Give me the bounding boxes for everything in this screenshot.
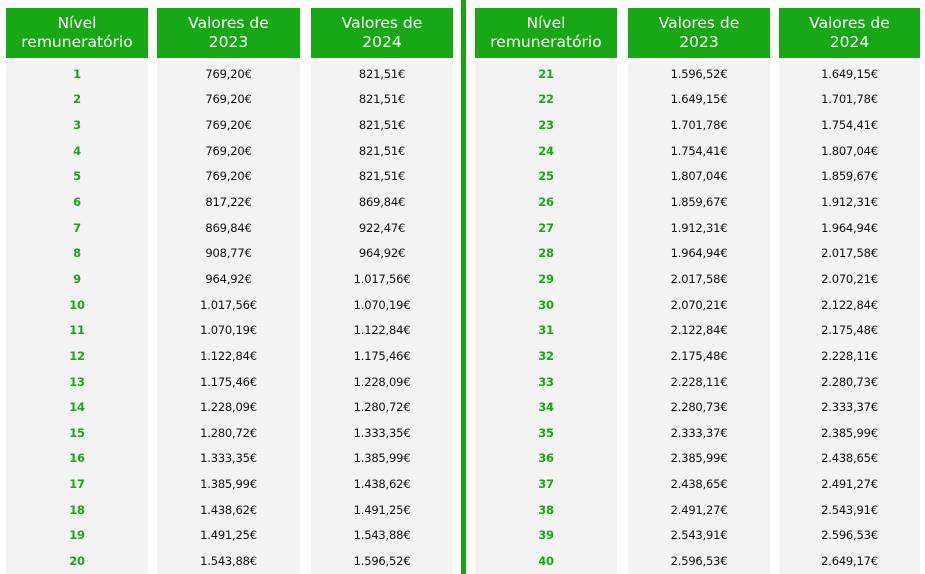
value-cell: 2.491,27€ <box>670 502 728 517</box>
header-2023: Valores de 2023 <box>157 8 300 58</box>
level-cell: 16 <box>69 451 85 466</box>
value-cell: 821,51€ <box>358 66 406 81</box>
column-body <box>6 61 148 574</box>
value-cell: 922,47€ <box>358 220 406 235</box>
level-cell: 21 <box>538 66 554 81</box>
value-cell: 1.964,94€ <box>821 220 878 235</box>
level-cell: 40 <box>538 553 554 568</box>
value-cell: 2.017,58€ <box>821 246 878 261</box>
value-cell: 2.228,11€ <box>670 374 728 389</box>
value-cell: 2.175,48€ <box>670 348 728 363</box>
level-cell: 37 <box>538 477 554 492</box>
level-cell: 32 <box>538 348 554 363</box>
value-cell: 821,51€ <box>358 92 406 107</box>
column-level <box>6 8 148 574</box>
level-cell: 7 <box>73 220 81 235</box>
header-level: Nível remuneratório <box>6 8 148 58</box>
level-cell: 5 <box>73 169 81 184</box>
level-cell: 36 <box>538 451 554 466</box>
level-cell: 24 <box>538 143 554 158</box>
header-2024: Valores de 2024 <box>779 8 920 58</box>
value-cell: 2.491,27€ <box>821 477 878 492</box>
value-cell: 1.596,52€ <box>670 66 728 81</box>
value-cell: 769,20€ <box>205 143 252 158</box>
value-cell: 2.280,73€ <box>670 400 728 415</box>
value-cell: 1.701,78€ <box>670 118 728 133</box>
level-cell: 15 <box>69 425 85 440</box>
value-cell: 2.122,84€ <box>821 297 878 312</box>
value-cell: 1.228,09€ <box>200 400 257 415</box>
level-cell: 2 <box>73 92 81 107</box>
value-cell: 2.385,99€ <box>821 425 878 440</box>
level-cell: 31 <box>538 323 554 338</box>
value-cell: 2.596,53€ <box>670 553 728 568</box>
value-cell: 1.912,31€ <box>670 220 728 235</box>
value-cell: 2.280,73€ <box>821 374 878 389</box>
value-cell: 1.543,88€ <box>200 553 257 568</box>
value-cell: 2.333,37€ <box>821 400 878 415</box>
value-cell: 869,84€ <box>358 195 406 210</box>
level-cell: 26 <box>538 195 554 210</box>
value-cell: 2.333,37€ <box>670 425 728 440</box>
value-cell: 1.754,41€ <box>821 118 878 133</box>
column-body <box>157 61 300 574</box>
level-cell: 30 <box>538 297 554 312</box>
level-cell: 1 <box>73 66 81 81</box>
level-cell: 12 <box>69 348 85 363</box>
value-cell: 1.491,25€ <box>353 502 411 517</box>
level-cell: 10 <box>69 297 85 312</box>
value-cell: 1.122,84€ <box>353 323 411 338</box>
value-cell: 1.175,46€ <box>200 374 257 389</box>
value-cell: 2.596,53€ <box>821 528 878 543</box>
level-cell: 18 <box>69 502 85 517</box>
level-cell: 17 <box>69 477 85 492</box>
value-cell: 1.017,56€ <box>200 297 257 312</box>
level-cell: 14 <box>69 400 85 415</box>
value-cell: 1.964,94€ <box>670 246 728 261</box>
level-cell: 19 <box>69 528 85 543</box>
value-cell: 769,20€ <box>205 118 252 133</box>
value-cell: 769,20€ <box>205 169 252 184</box>
column-2023 <box>628 8 770 574</box>
column-level <box>475 8 617 574</box>
value-cell: 821,51€ <box>358 118 406 133</box>
level-cell: 29 <box>538 271 554 286</box>
value-cell: 821,51€ <box>358 143 406 158</box>
panel-divider <box>461 0 466 574</box>
value-cell: 1.228,09€ <box>353 374 411 389</box>
value-cell: 1.807,04€ <box>670 169 728 184</box>
header-level: Nível remuneratório <box>475 8 617 58</box>
value-cell: 869,84€ <box>205 220 252 235</box>
level-cell: 22 <box>538 92 554 107</box>
value-cell: 2.122,84€ <box>670 323 728 338</box>
value-cell: 1.912,31€ <box>821 195 878 210</box>
value-cell: 1.543,88€ <box>353 528 411 543</box>
value-cell: 2.438,65€ <box>821 451 878 466</box>
level-cell: 13 <box>69 374 85 389</box>
value-cell: 1.701,78€ <box>821 92 878 107</box>
value-cell: 1.438,62€ <box>200 502 257 517</box>
value-cell: 769,20€ <box>205 92 252 107</box>
value-cell: 2.438,65€ <box>670 477 728 492</box>
value-cell: 908,77€ <box>205 246 252 261</box>
value-cell: 2.070,21€ <box>821 271 878 286</box>
value-cell: 817,22€ <box>205 195 252 210</box>
value-cell: 2.543,91€ <box>670 528 728 543</box>
value-cell: 1.649,15€ <box>821 66 878 81</box>
value-cell: 1.385,99€ <box>353 451 411 466</box>
value-cell: 2.543,91€ <box>821 502 878 517</box>
value-cell: 1.070,19€ <box>353 297 411 312</box>
value-cell: 1.122,84€ <box>200 348 257 363</box>
value-cell: 2.175,48€ <box>821 323 878 338</box>
level-cell: 23 <box>538 118 554 133</box>
column-2024 <box>311 8 453 574</box>
value-cell: 1.333,35€ <box>353 425 411 440</box>
level-cell: 11 <box>69 323 85 338</box>
column-body <box>475 61 617 574</box>
level-cell: 35 <box>538 425 554 440</box>
value-cell: 2.649,17€ <box>821 553 878 568</box>
value-cell: 1.070,19€ <box>200 323 257 338</box>
value-cell: 1.175,46€ <box>353 348 411 363</box>
column-body <box>779 61 920 574</box>
level-cell: 3 <box>73 118 81 133</box>
value-cell: 1.859,67€ <box>821 169 878 184</box>
value-cell: 1.385,99€ <box>200 477 257 492</box>
level-cell: 4 <box>73 143 81 158</box>
value-cell: 1.017,56€ <box>353 271 411 286</box>
value-cell: 1.280,72€ <box>200 425 257 440</box>
value-cell: 2.228,11€ <box>821 348 878 363</box>
level-cell: 33 <box>538 374 554 389</box>
level-cell: 34 <box>538 400 554 415</box>
level-cell: 39 <box>538 528 554 543</box>
value-cell: 2.017,58€ <box>670 271 728 286</box>
value-cell: 1.596,52€ <box>353 553 411 568</box>
value-cell: 1.859,67€ <box>670 195 728 210</box>
level-cell: 25 <box>538 169 554 184</box>
level-cell: 8 <box>73 246 81 261</box>
header-2023: Valores de 2023 <box>628 8 770 58</box>
level-cell: 38 <box>538 502 554 517</box>
header-2024: Valores de 2024 <box>311 8 453 58</box>
value-cell: 769,20€ <box>205 66 252 81</box>
value-cell: 1.754,41€ <box>670 143 728 158</box>
value-cell: 2.385,99€ <box>670 451 728 466</box>
value-cell: 1.333,35€ <box>200 451 257 466</box>
level-cell: 9 <box>73 271 81 286</box>
value-cell: 964,92€ <box>205 271 252 286</box>
value-cell: 1.280,72€ <box>353 400 411 415</box>
value-cell: 1.491,25€ <box>200 528 257 543</box>
column-2024 <box>779 8 920 574</box>
level-cell: 20 <box>69 553 85 568</box>
column-body <box>311 61 453 574</box>
value-cell: 821,51€ <box>358 169 406 184</box>
level-cell: 28 <box>538 246 554 261</box>
value-cell: 1.807,04€ <box>821 143 878 158</box>
value-cell: 1.438,62€ <box>353 477 411 492</box>
value-cell: 2.070,21€ <box>670 297 728 312</box>
level-cell: 6 <box>73 195 81 210</box>
column-2023 <box>157 8 300 574</box>
level-cell: 27 <box>538 220 554 235</box>
column-body <box>628 61 770 574</box>
value-cell: 964,92€ <box>358 246 406 261</box>
value-cell: 1.649,15€ <box>670 92 728 107</box>
